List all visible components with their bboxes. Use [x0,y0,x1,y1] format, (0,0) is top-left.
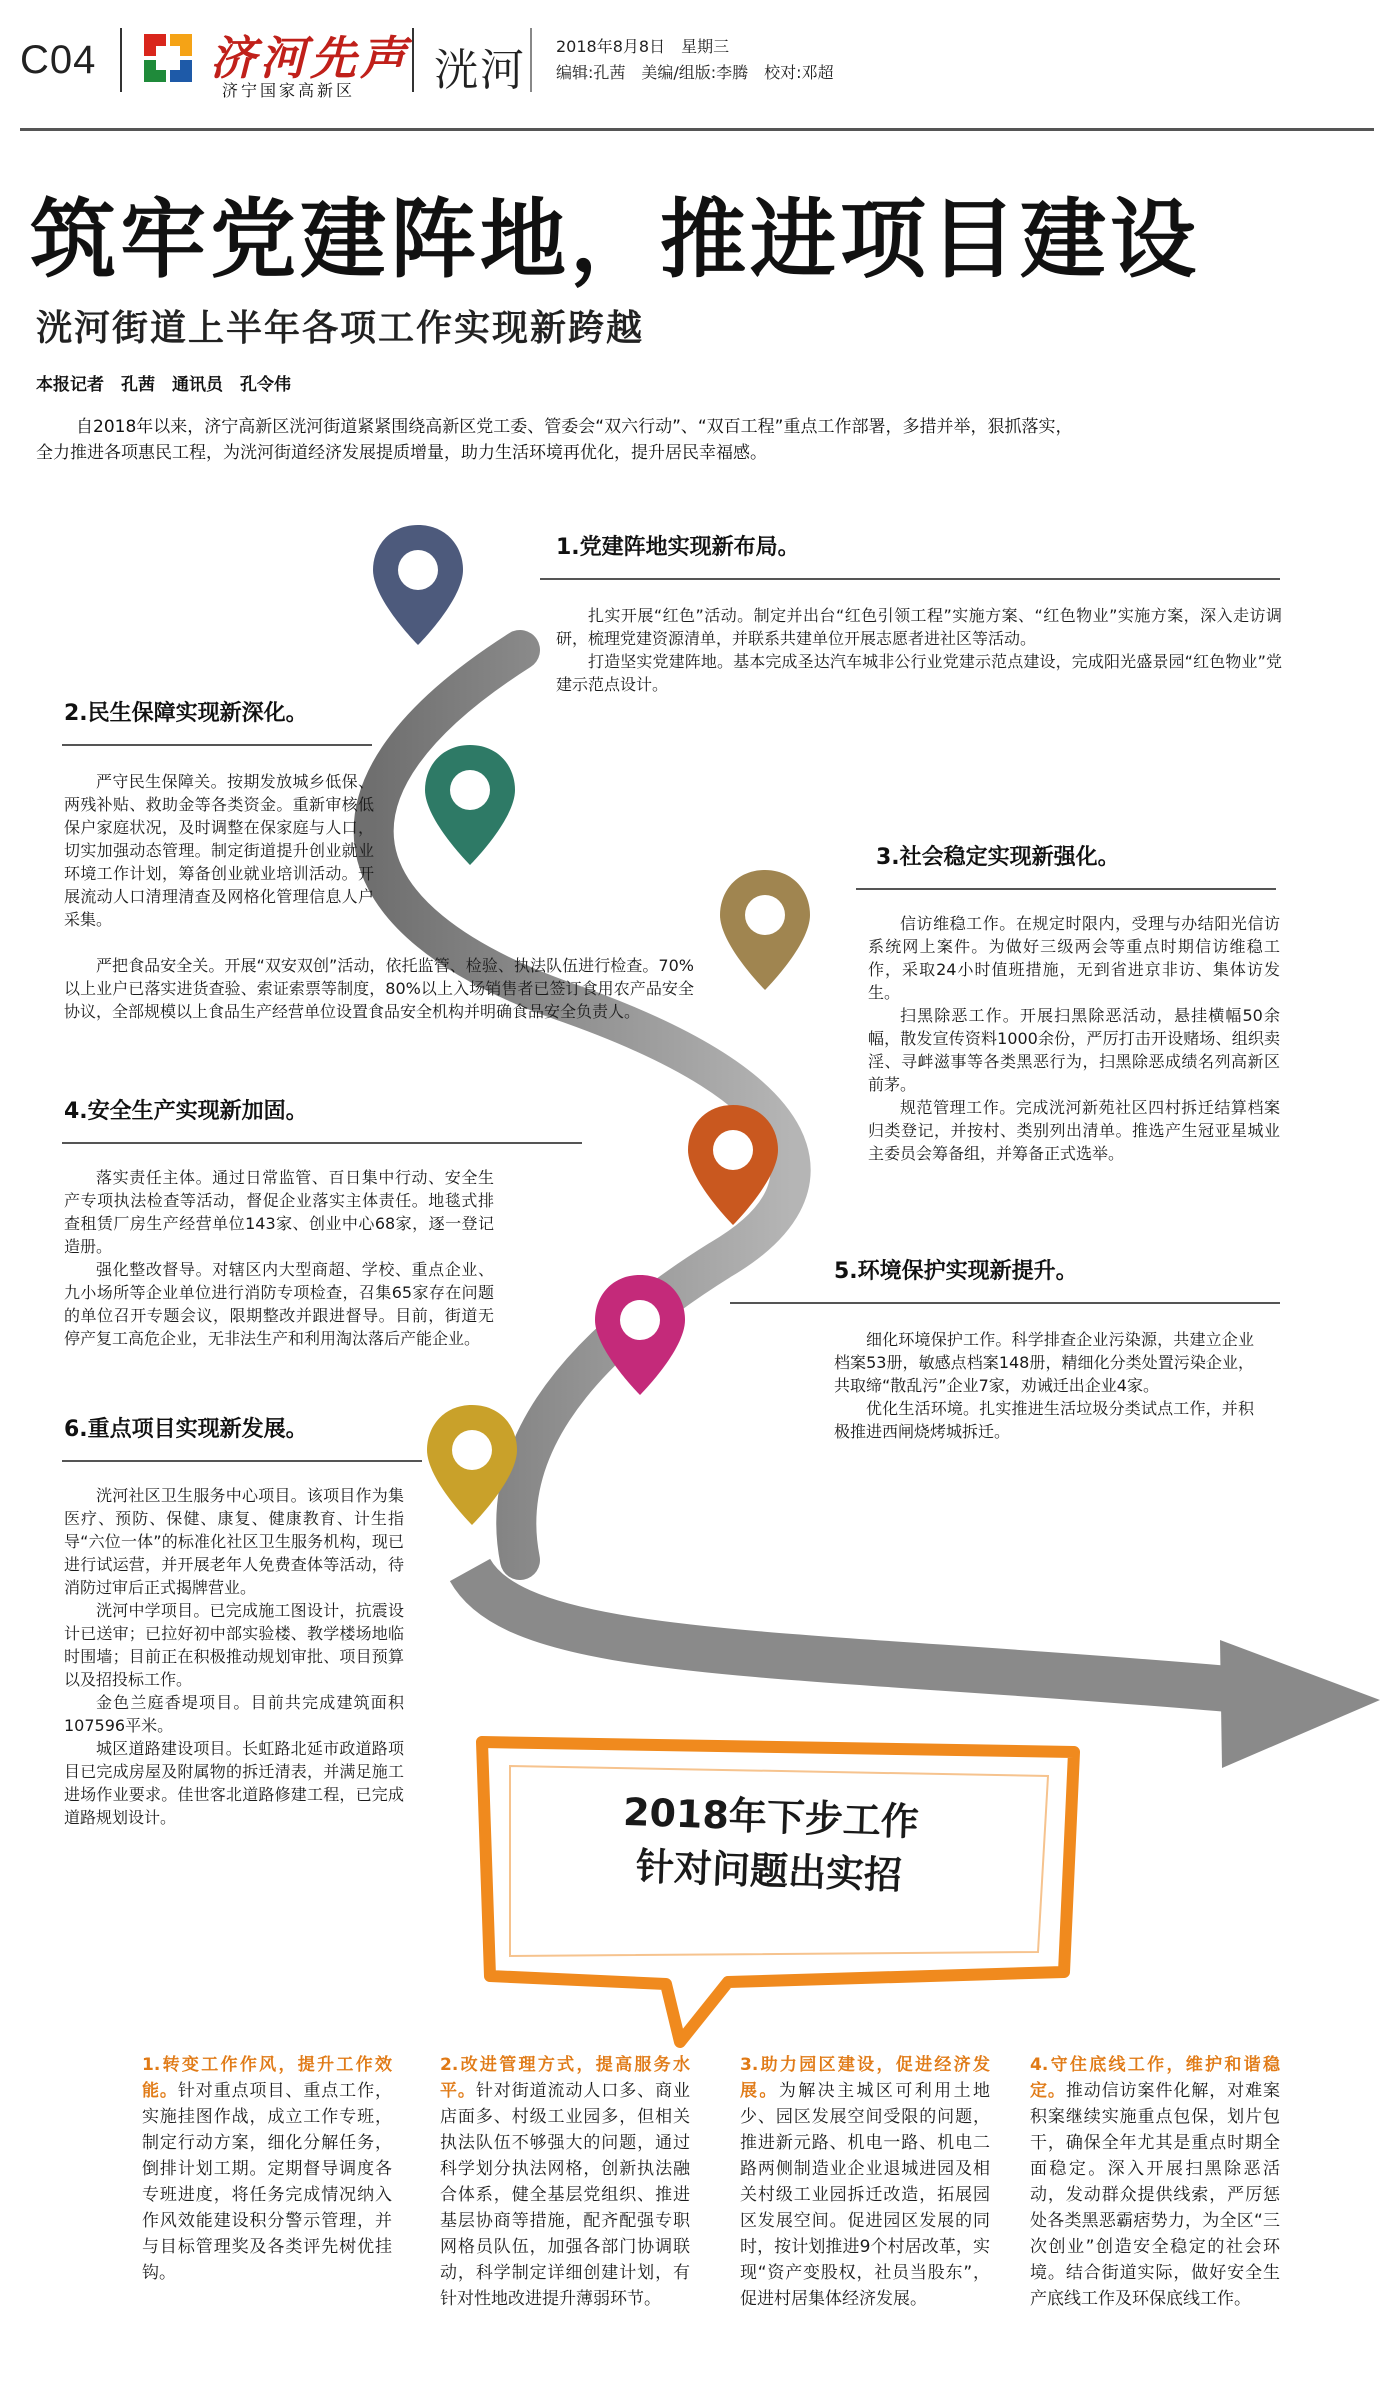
section-heading: 3.社会稳定实现新强化。 [876,845,1120,870]
next-step-text: 针对街道流动人口多、商业店面多、村级工业园多，但相关执法队伍不够强大的问题，通过科学划分执法网格，创新执法融合体系，健全基层党组织、推进基层协商等措施，配齐配强专职网格员队伍，加强各部门协调联动，科学制定详细创建计划，有针对性地改进提升薄弱环节。 [440,2081,691,2309]
divider [412,28,414,92]
section-rule [62,1460,422,1462]
location-pin-icon [590,1270,690,1400]
next-step-lead: 1.转变工作作风，提升工作效能。 [142,2055,392,2101]
section-body: 洸河社区卫生服务中心项目。该项目作为集医疗、预防、保健、康复、健康教育、计生指导“六位一体”的标准化社区卫生服务机构，现已进行试运营，并开展老年人免费查体等活动，待消防过审后正式揭牌营业。 洸河中学项目。已完成施工图设计，抗震设计已送审；已拉好初中部实验楼、教学楼场地临时围墙；目前正在积极推动规划审批、项目预算以及招投标工作。 金色兰庭香堤项目。目前共完成建筑面积107596平米。 城区道路建设项目。长虹路北延市政道路项目已完成房屋及附属物的拆迁清表，并满足施工进场作业要求。佳世客北道路修建工程，已完成道路规划设计。 [64,1486,404,1827]
section-body: 严把食品安全关。开展“双安双创”活动，依托监管、检验、执法队伍进行检查。70%以上业户已落实进货查验、索证索票等制度，80%以上入场销售者已签订食用农产品安全协议，全部规模以上食品生产经营单位设置食品安全机构并明确食品安全负责人。 [64,956,694,1021]
header-rule [20,128,1374,131]
section-body: 严守民生保障关。按期发放城乡低保、两残补贴、救助金等各类资金。重新审核低保户家庭状况，及时调整在保家庭与人口，切实加强动态管理。制定街道提升创业就业环境工作计划，筹备创业就业培训活动。开展流动人口清理清查及网格化管理信息人户采集。 [64,772,374,929]
next-step-lead: 4.守住底线工作，维护和谐稳定。 [1030,2055,1280,2101]
next-step-column [1030,2052,1280,2312]
location-pin-icon [420,740,520,870]
next-step-column [740,2052,990,2312]
section-heading: 5.环境保护实现新提升。 [834,1259,1078,1284]
location-pin-icon [368,520,468,650]
location-pin-icon [422,1400,522,1530]
subheadline: 洸河街道上半年各项工作实现新跨越 [36,308,645,349]
banner-line: 2018年下步工作 [622,1789,920,1845]
section-rule [62,1142,582,1144]
masthead-title: 济河先声 [210,31,410,85]
next-step-lead: 3.助力园区建设，促进经济发展。 [740,2055,990,2101]
section-name: 洸河 [434,45,526,96]
next-step-text: 推动信访案件化解，对难案积案继续实施重点包保，划片包干，确保全年尤其是重点时期全面稳定。深入开展扫黑除恶活动，发动群众提供线索，严厉惩处各类黑恶霸痞势力，为全区“三次创业”创造安全稳定的社会环境。结合街道实际，做好安全生产底线工作及环保底线工作。 [1030,2081,1281,2309]
banner-line: 针对问题出实招 [635,1844,903,1898]
next-step-lead: 2.改进管理方式，提高服务水平。 [440,2055,690,2101]
section-body: 落实责任主体。通过日常监管、百日集中行动、安全生产专项执法检查等活动，督促企业落实主体责任。地毯式排查租赁厂房生产经营单位143家、创业中心68家，逐一登记造册。 强化整改督导。对辖区内大型商超、学校、重点企业、九小场所等企业单位进行消防专项检查，召集65家存在问题的单位召开专题会议，限期整改并跟进督导。目前，街道无停产复工高危企业，无非法生产和利用淘汰落后产能企业。 [64,1168,494,1348]
headline: 筑牢党建阵地，推进项目建设 [30,190,1200,290]
section-body: 细化环境保护工作。科学排查企业污染源，共建立企业档案53册，敏感点档案148册，精细化分类处置污染企业，共取缔“散乱污”企业7家，劝诫迁出企业4家。 优化生活环境。扎实推进生活垃圾分类试点工作，并积极推进西闸烧烤城拆迁。 [834,1330,1254,1441]
section-heading: 6.重点项目实现新发展。 [64,1417,308,1442]
next-step-column [440,2052,690,2312]
editor-credits: 编辑:孔茜 美编/组版:李腾 校对:邓超 [556,63,834,82]
section-rule [62,744,372,746]
section-rule [856,888,1276,890]
intro-paragraph: 自2018年以来，济宁高新区洸河街道紧紧围绕高新区党工委、管委会“双六行动”、“双百工程”重点工作部署，多措并举，狠抓落实，全力推进各项惠民工程，为洸河街道经济发展提质增量，助力生活环境再优化，提升居民幸福感。 [36,417,1073,463]
banner-title [528,1782,1011,1907]
divider [120,28,122,92]
page-number: C04 [20,38,97,82]
section-rule [730,1302,1280,1304]
location-pin-icon [715,865,815,995]
masthead-subtitle: 济宁国家高新区 [222,81,356,100]
section-heading: 4.安全生产实现新加固。 [64,1099,308,1124]
section-rule [540,578,1280,580]
next-step-text: 针对重点项目、重点工作，实施挂图作战，成立工作专班，制定行动方案，细化分解任务，倒排计划工期。定期督导调度各专班进度，将任务完成情况纳入作风效能建设积分警示管理，并与目标管理奖及各类评先树优挂钩。 [142,2081,393,2283]
section-heading: 2.民生保障实现新深化。 [64,701,308,726]
location-pin-icon [683,1100,783,1230]
logo-icon [140,30,196,86]
byline: 本报记者 孔茜 通讯员 孔令伟 [36,375,291,395]
section-heading: 1.党建阵地实现新布局。 [556,535,800,560]
next-step-text: 为解决主城区可利用土地少、园区发展空间受限的问题，推进新元路、机电一路、机电二路两侧制造业企业退城进园及相关村级工业园拆迁改造，拓展园区发展空间。促进园区发展的同时，按计划推进9个村居改革，实现“资产变股权，社员当股东”，促进村居集体经济发展。 [740,2081,991,2309]
next-step-column [142,2052,392,2286]
section-body: 信访维稳工作。在规定时限内，受理与办结阳光信访系统网上案件。为做好三级两会等重点时期信访维稳工作，采取24小时值班措施，无到省进京非访、集体访发生。 扫黑除恶工作。开展扫黑除恶活动，悬挂横幅50余幅，散发宣传资料1000余份，严厉打击开设赌场、组织卖淫、寻衅滋事等各类黑恶行为，扫黑除恶成绩名列高新区前茅。 规范管理工作。完成洸河新苑社区四村拆迁结算档案归类登记，并按村、类别列出清单。推选产生冠亚星城业主委员会筹备组，并筹备正式选举。 [868,914,1280,1163]
divider [530,28,532,92]
issue-date: 2018年8月8日 星期三 [556,37,730,56]
arrow-right-icon [1220,1640,1380,1768]
section-body: 扎实开展“红色”活动。制定并出台“红色引领工程”实施方案、“红色物业”实施方案，深入走访调研，梳理党建资源清单，并联系共建单位开展志愿者进社区等活动。 打造坚实党建阵地。基本完成圣达汽车城非公行业党建示范点建设，完成阳光盛景园“红色物业”党建示范点设计。 [556,606,1282,694]
